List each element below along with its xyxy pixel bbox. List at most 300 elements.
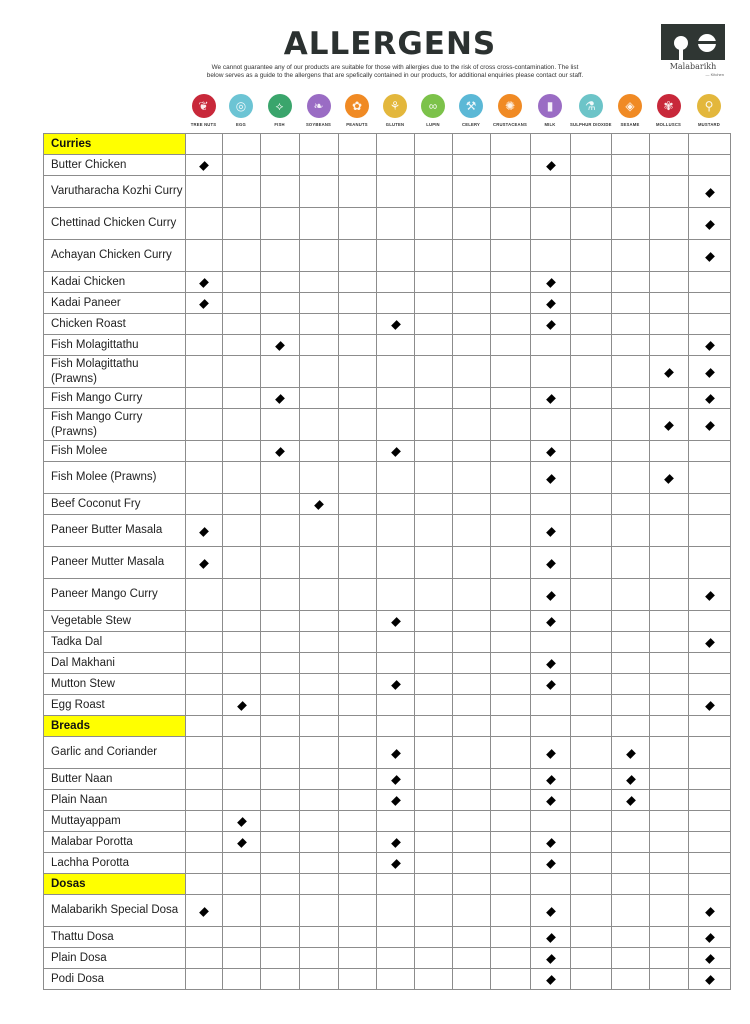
allergen-cell-tree-nuts bbox=[186, 969, 223, 990]
allergen-cell-peanuts bbox=[339, 579, 377, 611]
allergen-cell-mustard bbox=[689, 632, 731, 653]
allergen-cell-peanuts bbox=[339, 335, 377, 356]
allergen-cell-mustard bbox=[689, 409, 731, 441]
diamond-marker-icon bbox=[705, 638, 715, 648]
allergen-icon-legend bbox=[185, 94, 730, 130]
allergen-cell-peanuts bbox=[339, 737, 377, 769]
allergen-cell-soybeans bbox=[300, 895, 339, 927]
allergen-cell-peanuts bbox=[339, 832, 377, 853]
dish-name: Egg Roast bbox=[44, 695, 186, 716]
allergen-cell-celery bbox=[453, 293, 491, 314]
allergen-legend-item bbox=[452, 94, 490, 127]
allergen-cell-fish bbox=[261, 388, 300, 409]
mustard-icon bbox=[697, 94, 721, 118]
allergen-cell-egg bbox=[223, 314, 261, 335]
allergen-cell-peanuts bbox=[339, 388, 377, 409]
allergen-cell-peanuts bbox=[339, 674, 377, 695]
table-row bbox=[44, 494, 731, 515]
allergen-cell-tree-nuts bbox=[186, 356, 223, 388]
allergen-cell-sulphur-dioxide bbox=[571, 695, 612, 716]
allergen-cell-crustaceans bbox=[491, 515, 531, 547]
allergen-cell-tree-nuts bbox=[186, 155, 223, 176]
allergen-cell-fish bbox=[261, 579, 300, 611]
empty-cell bbox=[612, 716, 650, 737]
diamond-marker-icon bbox=[546, 796, 556, 806]
allergen-cell-tree-nuts bbox=[186, 674, 223, 695]
allergen-cell-crustaceans bbox=[491, 769, 531, 790]
allergen-legend-item bbox=[688, 94, 730, 127]
allergen-cell-milk bbox=[531, 547, 571, 579]
empty-cell bbox=[261, 874, 300, 895]
diamond-marker-icon bbox=[705, 975, 715, 985]
diamond-marker-icon bbox=[546, 617, 556, 627]
allergen-legend-item bbox=[649, 94, 688, 127]
allergen-cell-gluten bbox=[377, 515, 415, 547]
diamond-marker-icon bbox=[199, 527, 209, 537]
allergen-cell-crustaceans bbox=[491, 547, 531, 579]
allergen-cell-mustard bbox=[689, 388, 731, 409]
allergen-cell-mustard bbox=[689, 969, 731, 990]
diamond-marker-icon bbox=[664, 474, 674, 484]
allergen-cell-gluten bbox=[377, 409, 415, 441]
allergen-cell-gluten bbox=[377, 356, 415, 388]
allergen-cell-peanuts bbox=[339, 314, 377, 335]
allergen-cell-egg bbox=[223, 811, 261, 832]
allergen-cell-celery bbox=[453, 674, 491, 695]
allergen-cell-fish bbox=[261, 695, 300, 716]
allergen-cell-mustard bbox=[689, 208, 731, 240]
allergen-cell-soybeans bbox=[300, 653, 339, 674]
allergen-cell-crustaceans bbox=[491, 674, 531, 695]
allergen-cell-soybeans bbox=[300, 769, 339, 790]
allergen-cell-celery bbox=[453, 441, 491, 462]
allergen-cell-gluten bbox=[377, 674, 415, 695]
allergen-cell-tree-nuts bbox=[186, 895, 223, 927]
allergen-cell-soybeans bbox=[300, 240, 339, 272]
allergen-cell-tree-nuts bbox=[186, 388, 223, 409]
allergen-cell-lupin bbox=[415, 969, 453, 990]
allergen-cell-sesame bbox=[612, 927, 650, 948]
allergen-cell-lupin bbox=[415, 155, 453, 176]
allergen-cell-milk bbox=[531, 695, 571, 716]
allergen-cell-gluten bbox=[377, 948, 415, 969]
allergen-cell-egg bbox=[223, 969, 261, 990]
allergen-cell-lupin bbox=[415, 853, 453, 874]
allergen-cell-peanuts bbox=[339, 272, 377, 293]
allergen-cell-molluscs bbox=[650, 314, 689, 335]
allergen-cell-mustard bbox=[689, 737, 731, 769]
diamond-marker-icon bbox=[705, 954, 715, 964]
dish-name: Vegetable Stew bbox=[44, 611, 186, 632]
peanuts-icon bbox=[345, 94, 369, 118]
allergen-cell-tree-nuts bbox=[186, 579, 223, 611]
allergen-cell-peanuts bbox=[339, 293, 377, 314]
allergen-cell-lupin bbox=[415, 927, 453, 948]
allergen-cell-crustaceans bbox=[491, 314, 531, 335]
allergen-cell-fish bbox=[261, 272, 300, 293]
allergen-cell-milk bbox=[531, 441, 571, 462]
diamond-marker-icon bbox=[391, 859, 401, 869]
diamond-marker-icon bbox=[314, 500, 324, 510]
allergen-cell-egg bbox=[223, 832, 261, 853]
allergen-cell-crustaceans bbox=[491, 579, 531, 611]
allergen-cell-celery bbox=[453, 155, 491, 176]
allergen-cell-celery bbox=[453, 176, 491, 208]
allergen-cell-molluscs bbox=[650, 272, 689, 293]
allergen-cell-molluscs bbox=[650, 653, 689, 674]
allergen-cell-molluscs bbox=[650, 632, 689, 653]
table-row bbox=[44, 674, 731, 695]
allergen-cell-fish bbox=[261, 462, 300, 494]
allergen-cell-egg bbox=[223, 515, 261, 547]
allergen-cell-sesame bbox=[612, 515, 650, 547]
table-row bbox=[44, 948, 731, 969]
allergen-cell-tree-nuts bbox=[186, 547, 223, 579]
table-row bbox=[44, 240, 731, 272]
allergen-cell-soybeans bbox=[300, 695, 339, 716]
allergen-cell-sulphur-dioxide bbox=[571, 494, 612, 515]
allergen-cell-tree-nuts bbox=[186, 632, 223, 653]
allergen-cell-crustaceans bbox=[491, 293, 531, 314]
allergen-cell-soybeans bbox=[300, 208, 339, 240]
allergen-cell-egg bbox=[223, 409, 261, 441]
allergen-cell-peanuts bbox=[339, 853, 377, 874]
allergen-cell-peanuts bbox=[339, 176, 377, 208]
diamond-marker-icon bbox=[705, 421, 715, 431]
table-row bbox=[44, 790, 731, 811]
section-title: Dosas bbox=[44, 874, 186, 895]
dish-name: Chettinad Chicken Curry bbox=[44, 208, 186, 240]
allergen-cell-peanuts bbox=[339, 462, 377, 494]
allergen-cell-egg bbox=[223, 895, 261, 927]
allergen-cell-mustard bbox=[689, 895, 731, 927]
allergen-cell-peanuts bbox=[339, 969, 377, 990]
empty-cell bbox=[300, 134, 339, 155]
allergen-cell-gluten bbox=[377, 832, 415, 853]
diamond-marker-icon bbox=[199, 299, 209, 309]
dish-name: Paneer Butter Masala bbox=[44, 515, 186, 547]
allergen-cell-fish bbox=[261, 155, 300, 176]
allergen-cell-sesame bbox=[612, 895, 650, 927]
table-row bbox=[44, 441, 731, 462]
allergen-cell-tree-nuts bbox=[186, 409, 223, 441]
allergen-cell-mustard bbox=[689, 695, 731, 716]
allergen-cell-peanuts bbox=[339, 695, 377, 716]
allergen-cell-tree-nuts bbox=[186, 494, 223, 515]
allergen-cell-soybeans bbox=[300, 441, 339, 462]
diamond-marker-icon bbox=[705, 394, 715, 404]
allergen-cell-egg bbox=[223, 272, 261, 293]
dish-name: Malabarikh Special Dosa bbox=[44, 895, 186, 927]
diamond-marker-icon bbox=[391, 447, 401, 457]
allergen-cell-lupin bbox=[415, 272, 453, 293]
allergen-cell-egg bbox=[223, 853, 261, 874]
allergen-label: TREE NUTS bbox=[190, 122, 217, 127]
allergen-cell-molluscs bbox=[650, 611, 689, 632]
allergen-cell-molluscs bbox=[650, 927, 689, 948]
diamond-marker-icon bbox=[705, 907, 715, 917]
allergen-cell-sulphur-dioxide bbox=[571, 790, 612, 811]
allergen-cell-mustard bbox=[689, 674, 731, 695]
gluten-icon bbox=[383, 94, 407, 118]
allergen-cell-egg bbox=[223, 927, 261, 948]
dish-name: Fish Molee (Prawns) bbox=[44, 462, 186, 494]
allergen-cell-sesame bbox=[612, 790, 650, 811]
allergen-cell-sulphur-dioxide bbox=[571, 441, 612, 462]
allergen-cell-crustaceans bbox=[491, 335, 531, 356]
crustaceans-icon bbox=[498, 94, 522, 118]
empty-cell bbox=[261, 134, 300, 155]
allergen-cell-sulphur-dioxide bbox=[571, 769, 612, 790]
allergen-cell-sesame bbox=[612, 272, 650, 293]
sesame-icon-glyph: ◈ bbox=[625, 99, 635, 113]
allergen-cell-egg bbox=[223, 356, 261, 388]
allergen-cell-milk bbox=[531, 515, 571, 547]
diamond-marker-icon bbox=[391, 617, 401, 627]
diamond-marker-icon bbox=[626, 796, 636, 806]
allergen-cell-sulphur-dioxide bbox=[571, 969, 612, 990]
milk-icon bbox=[538, 94, 562, 118]
diamond-marker-icon bbox=[546, 527, 556, 537]
allergen-cell-mustard bbox=[689, 176, 731, 208]
allergen-cell-molluscs bbox=[650, 811, 689, 832]
table-row bbox=[44, 611, 731, 632]
allergen-cell-gluten bbox=[377, 853, 415, 874]
empty-cell bbox=[491, 874, 531, 895]
allergen-cell-sulphur-dioxide bbox=[571, 737, 612, 769]
allergen-cell-fish bbox=[261, 853, 300, 874]
allergen-cell-gluten bbox=[377, 208, 415, 240]
diamond-marker-icon bbox=[237, 817, 247, 827]
allergen-cell-milk bbox=[531, 674, 571, 695]
allergen-cell-milk bbox=[531, 811, 571, 832]
allergen-label: LUPIN bbox=[426, 122, 440, 127]
dish-name: Dal Makhani bbox=[44, 653, 186, 674]
disclaimer-line-2: below serves as a guide to the allergens that are spefically contained in our products, for additional enquiries please contact our staff. bbox=[206, 72, 584, 79]
allergen-cell-mustard bbox=[689, 272, 731, 293]
allergen-cell-fish bbox=[261, 547, 300, 579]
allergen-cell-crustaceans bbox=[491, 969, 531, 990]
allergen-cell-fish bbox=[261, 494, 300, 515]
diamond-marker-icon bbox=[546, 838, 556, 848]
allergen-cell-mustard bbox=[689, 335, 731, 356]
allergen-cell-peanuts bbox=[339, 409, 377, 441]
empty-cell bbox=[650, 716, 689, 737]
diamond-marker-icon bbox=[391, 838, 401, 848]
allergen-cell-tree-nuts bbox=[186, 737, 223, 769]
allergen-cell-molluscs bbox=[650, 674, 689, 695]
allergen-cell-sesame bbox=[612, 356, 650, 388]
allergen-cell-peanuts bbox=[339, 790, 377, 811]
allergen-cell-sulphur-dioxide bbox=[571, 462, 612, 494]
allergen-cell-molluscs bbox=[650, 240, 689, 272]
allergen-cell-celery bbox=[453, 969, 491, 990]
allergen-cell-fish bbox=[261, 293, 300, 314]
diamond-marker-icon bbox=[546, 161, 556, 171]
allergen-cell-celery bbox=[453, 356, 491, 388]
diamond-marker-icon bbox=[546, 749, 556, 759]
allergen-cell-milk bbox=[531, 208, 571, 240]
allergen-cell-milk bbox=[531, 293, 571, 314]
empty-cell bbox=[223, 134, 261, 155]
empty-cell bbox=[453, 716, 491, 737]
logo-tagline: — Kitchen bbox=[705, 72, 724, 77]
allergen-cell-egg bbox=[223, 176, 261, 208]
diamond-marker-icon bbox=[275, 394, 285, 404]
allergen-cell-lupin bbox=[415, 895, 453, 927]
dish-name: Thattu Dosa bbox=[44, 927, 186, 948]
allergen-cell-fish bbox=[261, 948, 300, 969]
allergen-cell-milk bbox=[531, 948, 571, 969]
allergen-cell-tree-nuts bbox=[186, 240, 223, 272]
dish-name: Butter Chicken bbox=[44, 155, 186, 176]
table-row bbox=[44, 811, 731, 832]
allergen-cell-mustard bbox=[689, 948, 731, 969]
allergen-cell-lupin bbox=[415, 653, 453, 674]
allergen-cell-lupin bbox=[415, 388, 453, 409]
allergen-cell-milk bbox=[531, 611, 571, 632]
dish-name: Butter Naan bbox=[44, 769, 186, 790]
empty-cell bbox=[415, 874, 453, 895]
allergen-cell-egg bbox=[223, 293, 261, 314]
diamond-marker-icon bbox=[275, 341, 285, 351]
allergen-legend-item bbox=[611, 94, 649, 127]
lupin-icon-glyph: ∞ bbox=[428, 99, 438, 113]
allergen-cell-molluscs bbox=[650, 293, 689, 314]
allergen-cell-milk bbox=[531, 356, 571, 388]
allergen-label: EGG bbox=[236, 122, 246, 127]
allergen-cell-gluten bbox=[377, 314, 415, 335]
allergen-cell-lupin bbox=[415, 441, 453, 462]
allergen-cell-milk bbox=[531, 832, 571, 853]
allergen-cell-molluscs bbox=[650, 948, 689, 969]
allergen-cell-crustaceans bbox=[491, 208, 531, 240]
allergen-cell-celery bbox=[453, 611, 491, 632]
allergen-cell-egg bbox=[223, 462, 261, 494]
table-row bbox=[44, 462, 731, 494]
allergen-cell-fish bbox=[261, 441, 300, 462]
empty-cell bbox=[339, 716, 377, 737]
allergen-cell-soybeans bbox=[300, 632, 339, 653]
allergen-cell-egg bbox=[223, 611, 261, 632]
allergen-cell-egg bbox=[223, 632, 261, 653]
allergen-cell-gluten bbox=[377, 272, 415, 293]
egg-icon-glyph: ◎ bbox=[235, 99, 247, 113]
allergen-cell-crustaceans bbox=[491, 927, 531, 948]
allergen-cell-fish bbox=[261, 790, 300, 811]
allergen-cell-soybeans bbox=[300, 356, 339, 388]
allergen-cell-tree-nuts bbox=[186, 441, 223, 462]
allergen-cell-molluscs bbox=[650, 853, 689, 874]
diamond-marker-icon bbox=[546, 299, 556, 309]
diamond-marker-icon bbox=[705, 252, 715, 262]
diamond-marker-icon bbox=[705, 591, 715, 601]
allergen-cell-tree-nuts bbox=[186, 853, 223, 874]
allergen-cell-crustaceans bbox=[491, 155, 531, 176]
empty-cell bbox=[689, 716, 731, 737]
allergen-cell-gluten bbox=[377, 611, 415, 632]
allergen-cell-milk bbox=[531, 176, 571, 208]
allergen-cell-molluscs bbox=[650, 356, 689, 388]
diamond-marker-icon bbox=[391, 320, 401, 330]
table-row bbox=[44, 409, 731, 441]
empty-cell bbox=[453, 134, 491, 155]
allergen-cell-molluscs bbox=[650, 579, 689, 611]
empty-cell bbox=[531, 874, 571, 895]
allergen-label: FISH bbox=[274, 122, 285, 127]
sulphur-dioxide-icon bbox=[579, 94, 603, 118]
allergen-cell-soybeans bbox=[300, 547, 339, 579]
empty-cell bbox=[339, 874, 377, 895]
allergen-cell-celery bbox=[453, 632, 491, 653]
allergen-cell-molluscs bbox=[650, 790, 689, 811]
empty-cell bbox=[689, 134, 731, 155]
allergen-cell-fish bbox=[261, 769, 300, 790]
table-row bbox=[44, 547, 731, 579]
allergen-cell-soybeans bbox=[300, 335, 339, 356]
table-row bbox=[44, 155, 731, 176]
dish-name: Varutharacha Kozhi Curry bbox=[44, 176, 186, 208]
allergen-cell-celery bbox=[453, 790, 491, 811]
egg-icon bbox=[229, 94, 253, 118]
allergen-cell-lupin bbox=[415, 737, 453, 769]
allergen-cell-tree-nuts bbox=[186, 335, 223, 356]
allergen-cell-gluten bbox=[377, 653, 415, 674]
diamond-marker-icon bbox=[705, 188, 715, 198]
allergen-cell-sulphur-dioxide bbox=[571, 674, 612, 695]
allergen-cell-celery bbox=[453, 208, 491, 240]
allergen-cell-mustard bbox=[689, 653, 731, 674]
allergen-cell-sulphur-dioxide bbox=[571, 155, 612, 176]
tree-nuts-icon-glyph: ❦ bbox=[198, 99, 209, 113]
allergen-cell-molluscs bbox=[650, 208, 689, 240]
allergen-cell-soybeans bbox=[300, 494, 339, 515]
diamond-marker-icon bbox=[199, 559, 209, 569]
allergen-cell-egg bbox=[223, 790, 261, 811]
allergen-cell-soybeans bbox=[300, 674, 339, 695]
allergen-table bbox=[43, 133, 731, 990]
allergen-legend-item bbox=[490, 94, 530, 127]
allergen-cell-soybeans bbox=[300, 314, 339, 335]
allergen-cell-gluten bbox=[377, 155, 415, 176]
allergen-cell-egg bbox=[223, 494, 261, 515]
allergen-cell-sulphur-dioxide bbox=[571, 208, 612, 240]
allergen-cell-molluscs bbox=[650, 832, 689, 853]
section-header-row bbox=[44, 716, 731, 737]
allergen-cell-fish bbox=[261, 409, 300, 441]
allergen-cell-sesame bbox=[612, 674, 650, 695]
allergen-cell-tree-nuts bbox=[186, 611, 223, 632]
soybeans-icon-glyph: ❧ bbox=[313, 99, 324, 113]
allergen-cell-celery bbox=[453, 895, 491, 927]
allergen-cell-mustard bbox=[689, 832, 731, 853]
empty-cell bbox=[491, 134, 531, 155]
allergen-cell-crustaceans bbox=[491, 895, 531, 927]
allergen-cell-sulphur-dioxide bbox=[571, 409, 612, 441]
table-row bbox=[44, 388, 731, 409]
allergen-cell-lupin bbox=[415, 314, 453, 335]
allergen-cell-lupin bbox=[415, 462, 453, 494]
allergen-cell-sesame bbox=[612, 969, 650, 990]
allergen-cell-egg bbox=[223, 737, 261, 769]
allergen-cell-peanuts bbox=[339, 155, 377, 176]
allergen-cell-lupin bbox=[415, 494, 453, 515]
allergen-cell-egg bbox=[223, 155, 261, 176]
table-row bbox=[44, 695, 731, 716]
allergen-cell-tree-nuts bbox=[186, 811, 223, 832]
table-row bbox=[44, 769, 731, 790]
allergen-cell-gluten bbox=[377, 494, 415, 515]
